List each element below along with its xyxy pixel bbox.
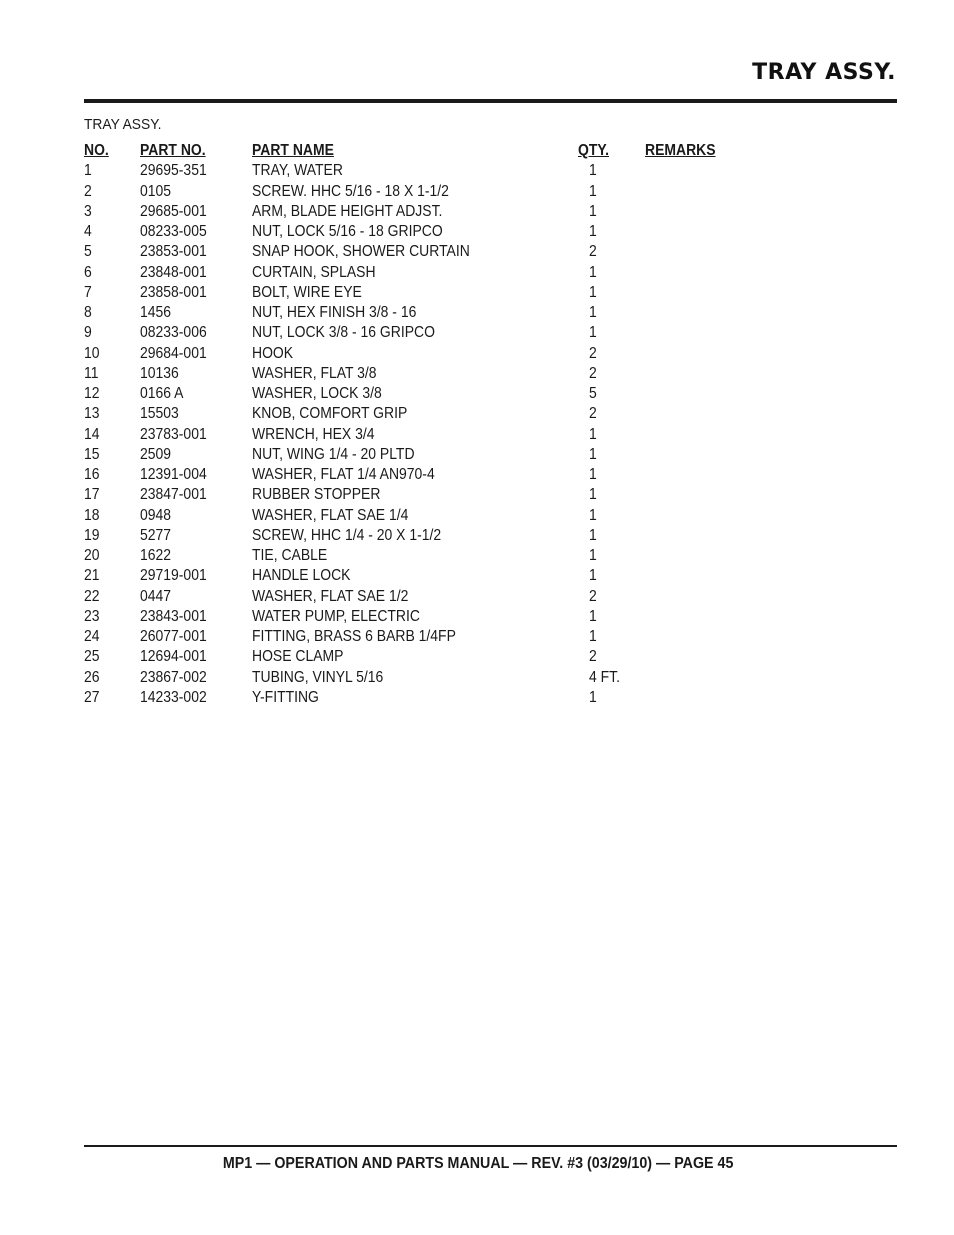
cell-part-name: WASHER, LOCK 3/8 xyxy=(252,385,382,402)
cell-part-no: 10136 xyxy=(140,364,179,382)
cell-qty: 1 xyxy=(589,486,597,504)
table-row xyxy=(84,506,804,526)
cell-no: 4 xyxy=(84,223,92,240)
cell-no: 2 xyxy=(84,182,92,200)
cell-part-name: WASHER, FLAT 1/4 AN970-4 xyxy=(252,466,435,483)
table-row xyxy=(84,668,804,688)
cell-part-name: WASHER, FLAT 3/8 xyxy=(252,364,377,382)
cell-part-no: 23853-001 xyxy=(140,243,207,261)
cell-qty: 1 xyxy=(589,263,597,281)
table-row xyxy=(84,384,804,404)
cell-qty: 2 xyxy=(589,648,597,666)
cell-part-no: 12391-004 xyxy=(140,466,207,483)
section-label: TRAY ASSY. xyxy=(84,116,162,133)
cell-no: 6 xyxy=(84,263,92,281)
table-row xyxy=(84,566,804,586)
cell-part-no: 23867-002 xyxy=(140,668,207,686)
cell-part-name: HOOK xyxy=(252,344,294,362)
cell-part-name: FITTING, BRASS 6 BARB 1/4FP xyxy=(252,628,456,645)
cell-qty: 1 xyxy=(589,283,597,301)
cell-part-name: TUBING, VINYL 5/16 xyxy=(252,668,384,686)
cell-no: 22 xyxy=(84,587,100,605)
cell-no: 16 xyxy=(84,466,100,483)
cell-qty: 1 xyxy=(589,526,597,544)
cell-qty: 1 xyxy=(589,162,597,180)
table-row xyxy=(84,546,804,566)
cell-no: 1 xyxy=(84,162,92,180)
cell-part-name: NUT, WING 1/4 - 20 PLTD xyxy=(252,445,415,463)
footer-divider xyxy=(84,1145,897,1147)
cell-part-name: NUT, LOCK 3/8 - 16 GRIPCO xyxy=(252,324,435,342)
cell-part-name: KNOB, COMFORT GRIP xyxy=(252,405,408,423)
cell-no: 18 xyxy=(84,506,100,524)
table-row xyxy=(84,465,804,485)
table-row xyxy=(84,627,804,647)
cell-qty: 1 xyxy=(589,324,597,342)
cell-qty: 1 xyxy=(589,628,597,645)
cell-part-name: WRENCH, HEX 3/4 xyxy=(252,425,375,443)
table-row xyxy=(84,485,804,505)
cell-part-no: 0447 xyxy=(140,587,172,605)
table-header-row xyxy=(84,141,804,161)
cell-part-name: WASHER, FLAT SAE 1/2 xyxy=(252,587,409,605)
cell-qty: 1 xyxy=(589,445,597,463)
header-part-name: PART NAME xyxy=(252,142,334,159)
cell-part-no: 23843-001 xyxy=(140,607,207,625)
cell-qty: 2 xyxy=(589,587,597,605)
cell-part-name: HOSE CLAMP xyxy=(252,648,344,666)
cell-no: 9 xyxy=(84,324,92,342)
cell-part-no: 0105 xyxy=(140,182,172,200)
cell-qty: 1 xyxy=(589,506,597,524)
cell-no: 23 xyxy=(84,607,100,625)
cell-part-no: 23848-001 xyxy=(140,263,207,281)
cell-no: 5 xyxy=(84,243,92,261)
cell-part-name: SCREW, HHC 1/4 - 20 X 1-1/2 xyxy=(252,526,442,544)
cell-part-name: TIE, CABLE xyxy=(252,547,328,564)
cell-part-no: 29695-351 xyxy=(140,162,207,180)
cell-part-no: 5277 xyxy=(140,526,172,544)
table-row xyxy=(84,202,804,222)
cell-part-name: NUT, LOCK 5/16 - 18 GRIPCO xyxy=(252,223,443,240)
cell-qty: 1 xyxy=(589,223,597,240)
cell-part-no: 23858-001 xyxy=(140,283,207,301)
cell-qty: 1 xyxy=(589,688,597,706)
table-row xyxy=(84,425,804,445)
table-row xyxy=(84,647,804,667)
cell-qty: 1 xyxy=(589,182,597,200)
cell-part-no: 0948 xyxy=(140,506,172,524)
cell-no: 21 xyxy=(84,567,100,585)
table-row xyxy=(84,283,804,303)
table-row xyxy=(84,344,804,364)
cell-no: 3 xyxy=(84,202,92,220)
page-title: TRAY ASSY. xyxy=(752,60,896,85)
table-row xyxy=(84,404,804,424)
header-remarks: REMARKS xyxy=(645,142,716,159)
cell-no: 20 xyxy=(84,547,100,564)
cell-part-no: 12694-001 xyxy=(140,648,207,666)
cell-part-no: 29685-001 xyxy=(140,202,207,220)
cell-part-name: SNAP HOOK, SHOWER CURTAIN xyxy=(252,243,470,261)
cell-no: 7 xyxy=(84,283,92,301)
cell-no: 19 xyxy=(84,526,100,544)
cell-qty: 1 xyxy=(589,304,597,321)
cell-qty: 1 xyxy=(589,466,597,483)
cell-qty: 1 xyxy=(589,547,597,564)
cell-qty: 1 xyxy=(589,202,597,220)
cell-part-no: 0166 A xyxy=(140,385,184,402)
cell-part-no: 15503 xyxy=(140,405,179,423)
cell-part-name: ARM, BLADE HEIGHT ADJST. xyxy=(252,202,443,220)
cell-part-name: CURTAIN, SPLASH xyxy=(252,263,376,281)
cell-no: 15 xyxy=(84,445,100,463)
table-row xyxy=(84,222,804,242)
cell-no: 26 xyxy=(84,668,100,686)
cell-part-name: TRAY, WATER xyxy=(252,162,343,180)
cell-part-no: 26077-001 xyxy=(140,628,207,645)
cell-part-name: RUBBER STOPPER xyxy=(252,486,381,504)
cell-part-no: 29684-001 xyxy=(140,344,207,362)
cell-part-no: 08233-005 xyxy=(140,223,207,240)
table-row xyxy=(84,182,804,202)
cell-part-name: WASHER, FLAT SAE 1/4 xyxy=(252,506,409,524)
cell-qty: 2 xyxy=(589,243,597,261)
cell-qty: 4 FT. xyxy=(589,668,621,686)
cell-part-no: 29719-001 xyxy=(140,567,207,585)
cell-no: 14 xyxy=(84,425,100,443)
cell-no: 12 xyxy=(84,385,100,402)
table-row xyxy=(84,445,804,465)
cell-qty: 2 xyxy=(589,364,597,382)
cell-part-no: 1622 xyxy=(140,547,172,564)
cell-no: 24 xyxy=(84,628,100,645)
cell-qty: 2 xyxy=(589,405,597,423)
table-row xyxy=(84,161,804,181)
table-row xyxy=(84,242,804,262)
cell-part-no: 1456 xyxy=(140,304,172,321)
cell-part-name: NUT, HEX FINISH 3/8 - 16 xyxy=(252,304,417,321)
table-row xyxy=(84,303,804,323)
title-divider xyxy=(84,99,897,103)
table-row xyxy=(84,526,804,546)
header-part-no: PART NO. xyxy=(140,142,206,159)
cell-qty: 1 xyxy=(589,425,597,443)
table-row xyxy=(84,587,804,607)
table-row xyxy=(84,263,804,283)
cell-no: 17 xyxy=(84,486,100,504)
cell-part-no: 23783-001 xyxy=(140,425,207,443)
header-no: NO. xyxy=(84,142,109,159)
table-row xyxy=(84,607,804,627)
cell-part-no: 08233-006 xyxy=(140,324,207,342)
table-body xyxy=(84,161,804,708)
cell-part-name: WATER PUMP, ELECTRIC xyxy=(252,607,420,625)
table-row xyxy=(84,323,804,343)
page-footer: MP1 — OPERATION AND PARTS MANUAL — REV. #3 (03/29/10) — PAGE 45 xyxy=(222,1155,734,1172)
cell-no: 25 xyxy=(84,648,100,666)
table-row xyxy=(84,364,804,384)
cell-no: 13 xyxy=(84,405,100,423)
cell-part-name: Y-FITTING xyxy=(252,688,319,706)
cell-no: 27 xyxy=(84,688,100,706)
cell-part-no: 23847-001 xyxy=(140,486,207,504)
cell-qty: 2 xyxy=(589,344,597,362)
header-qty: QTY. xyxy=(578,142,610,159)
cell-part-no: 2509 xyxy=(140,445,172,463)
cell-qty: 5 xyxy=(589,385,597,402)
cell-qty: 1 xyxy=(589,607,597,625)
cell-part-name: HANDLE LOCK xyxy=(252,567,351,585)
table-row xyxy=(84,688,804,708)
cell-part-name: BOLT, WIRE EYE xyxy=(252,283,362,301)
cell-no: 10 xyxy=(84,344,100,362)
cell-no: 8 xyxy=(84,304,92,321)
cell-no: 11 xyxy=(84,364,99,382)
parts-table xyxy=(84,141,804,708)
cell-part-no: 14233-002 xyxy=(140,688,207,706)
cell-part-name: SCREW. HHC 5/16 - 18 X 1-1/2 xyxy=(252,182,449,200)
cell-qty: 1 xyxy=(589,567,597,585)
